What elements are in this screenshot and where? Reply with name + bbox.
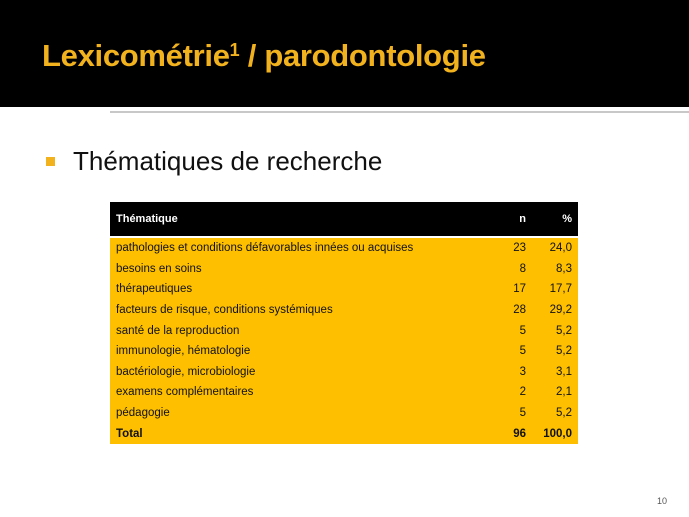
cell-n: 17	[482, 279, 532, 300]
cell-percent: 17,7	[532, 279, 578, 300]
cell-thematique: thérapeutiques	[110, 279, 482, 300]
cell-n: 23	[482, 237, 532, 259]
table-row	[110, 320, 578, 341]
title-footnote-mark: 1	[229, 40, 240, 60]
table-row	[110, 341, 578, 362]
title-main: Lexicométrie	[42, 38, 230, 73]
header-thematique: Thématique	[110, 202, 482, 237]
bullet-item	[46, 144, 382, 178]
header-percent: %	[532, 202, 578, 237]
page-number: 10	[656, 496, 667, 506]
cell-n: 3	[482, 362, 532, 383]
cell-percent: 5,2	[532, 320, 578, 341]
cell-n: 28	[482, 300, 532, 321]
title-bar	[0, 0, 689, 107]
cell-n: 5	[482, 341, 532, 362]
total-label: Total	[110, 423, 482, 444]
table-row	[110, 237, 578, 259]
slide-title	[42, 38, 486, 74]
table-row	[110, 382, 578, 403]
table-row	[110, 403, 578, 424]
cell-thematique: pathologies et conditions défavorables innées ou acquises	[110, 237, 482, 259]
cell-n: 5	[482, 403, 532, 424]
total-n: 96	[482, 423, 532, 444]
cell-percent: 5,2	[532, 403, 578, 424]
cell-percent: 8,3	[532, 259, 578, 280]
cell-percent: 3,1	[532, 362, 578, 383]
cell-thematique: facteurs de risque, conditions systémiques	[110, 300, 482, 321]
total-percent: 100,0	[532, 423, 578, 444]
table-header-row	[110, 202, 578, 237]
table-row	[110, 279, 578, 300]
cell-thematique: bactériologie, microbiologie	[110, 362, 482, 383]
cell-thematique: examens complémentaires	[110, 382, 482, 403]
cell-percent: 29,2	[532, 300, 578, 321]
cell-thematique: immunologie, hématologie	[110, 341, 482, 362]
cell-percent: 24,0	[532, 237, 578, 259]
cell-thematique: besoins en soins	[110, 259, 482, 280]
title-divider	[110, 111, 689, 113]
bullet-text: Thématiques de recherche	[73, 145, 383, 176]
data-table	[110, 202, 578, 444]
cell-thematique: pédagogie	[110, 403, 482, 424]
cell-thematique: santé de la reproduction	[110, 320, 482, 341]
cell-n: 5	[482, 320, 532, 341]
title-rest: / parodontologie	[239, 38, 486, 73]
cell-percent: 5,2	[532, 341, 578, 362]
table-row	[110, 362, 578, 383]
header-n: n	[482, 202, 532, 237]
cell-n: 8	[482, 259, 532, 280]
cell-n: 2	[482, 382, 532, 403]
table-total-row	[110, 423, 578, 444]
table-row	[110, 259, 578, 280]
table-row	[110, 300, 578, 321]
cell-percent: 2,1	[532, 382, 578, 403]
bullet-square-icon	[46, 157, 55, 166]
